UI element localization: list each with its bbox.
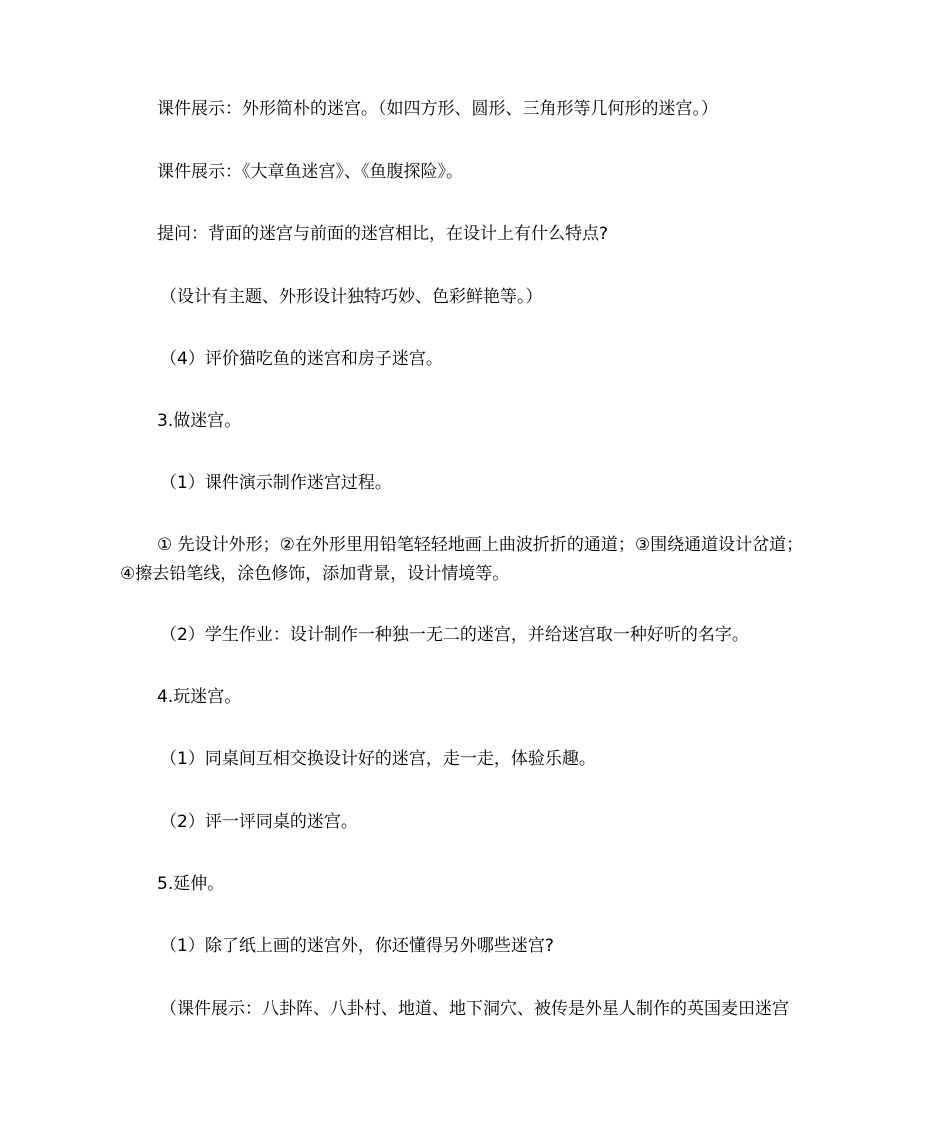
paragraph-answer-design-features: （设计有主题、外形设计独特巧妙、色彩鲜艳等。） [160,287,543,307]
paragraph-exchange-mazes: （1）同桌间互相交换设计好的迷宫，走一走，体验乐趣。 [160,749,596,769]
heading-play-maze: 4.玩迷宫。 [157,687,242,707]
paragraph-evaluate-mazes: （4）评价猫吃鱼的迷宫和房子迷宫。 [160,349,443,369]
paragraph-evaluate-deskmate-maze: （2）评一评同桌的迷宫。 [160,812,358,832]
heading-extension: 5.延伸。 [157,874,225,894]
paragraph-question-design-features: 提问：背面的迷宫与前面的迷宫相比，在设计上有什么特点? [157,224,609,244]
paragraph-courseware-octopus-maze: 课件展示：《大章鱼迷宫》、《鱼腹探险》。 [157,162,463,182]
paragraph-courseware-simple-mazes: 课件展示：外形简朴的迷宫。（如四方形、圆形、三角形等几何形的迷宫。） [157,99,718,119]
paragraph-making-steps: ① 先设计外形；②在外形里用铅笔轻轻地画上曲波折折的通道；③围绕通道设计岔道；④擦去铅笔线，涂色修饰，添加背景，设计情境等。 [120,535,804,584]
paragraph-other-mazes-question: （1）除了纸上画的迷宫外，你还懂得另外哪些迷宫? [160,936,554,956]
paragraph-courseware-famous-mazes: （课件展示：八卦阵、八卦村、地道、地下洞穴、被传是外星人制作的英国麦田迷宫 [160,999,789,1019]
heading-make-maze: 3.做迷宫。 [157,411,242,431]
paragraph-student-assignment: （2）学生作业：设计制作一种独一无二的迷宫，并给迷宫取一种好听的名字。 [160,625,749,645]
paragraph-demo-making-process: （1）课件演示制作迷宫过程。 [160,473,392,493]
